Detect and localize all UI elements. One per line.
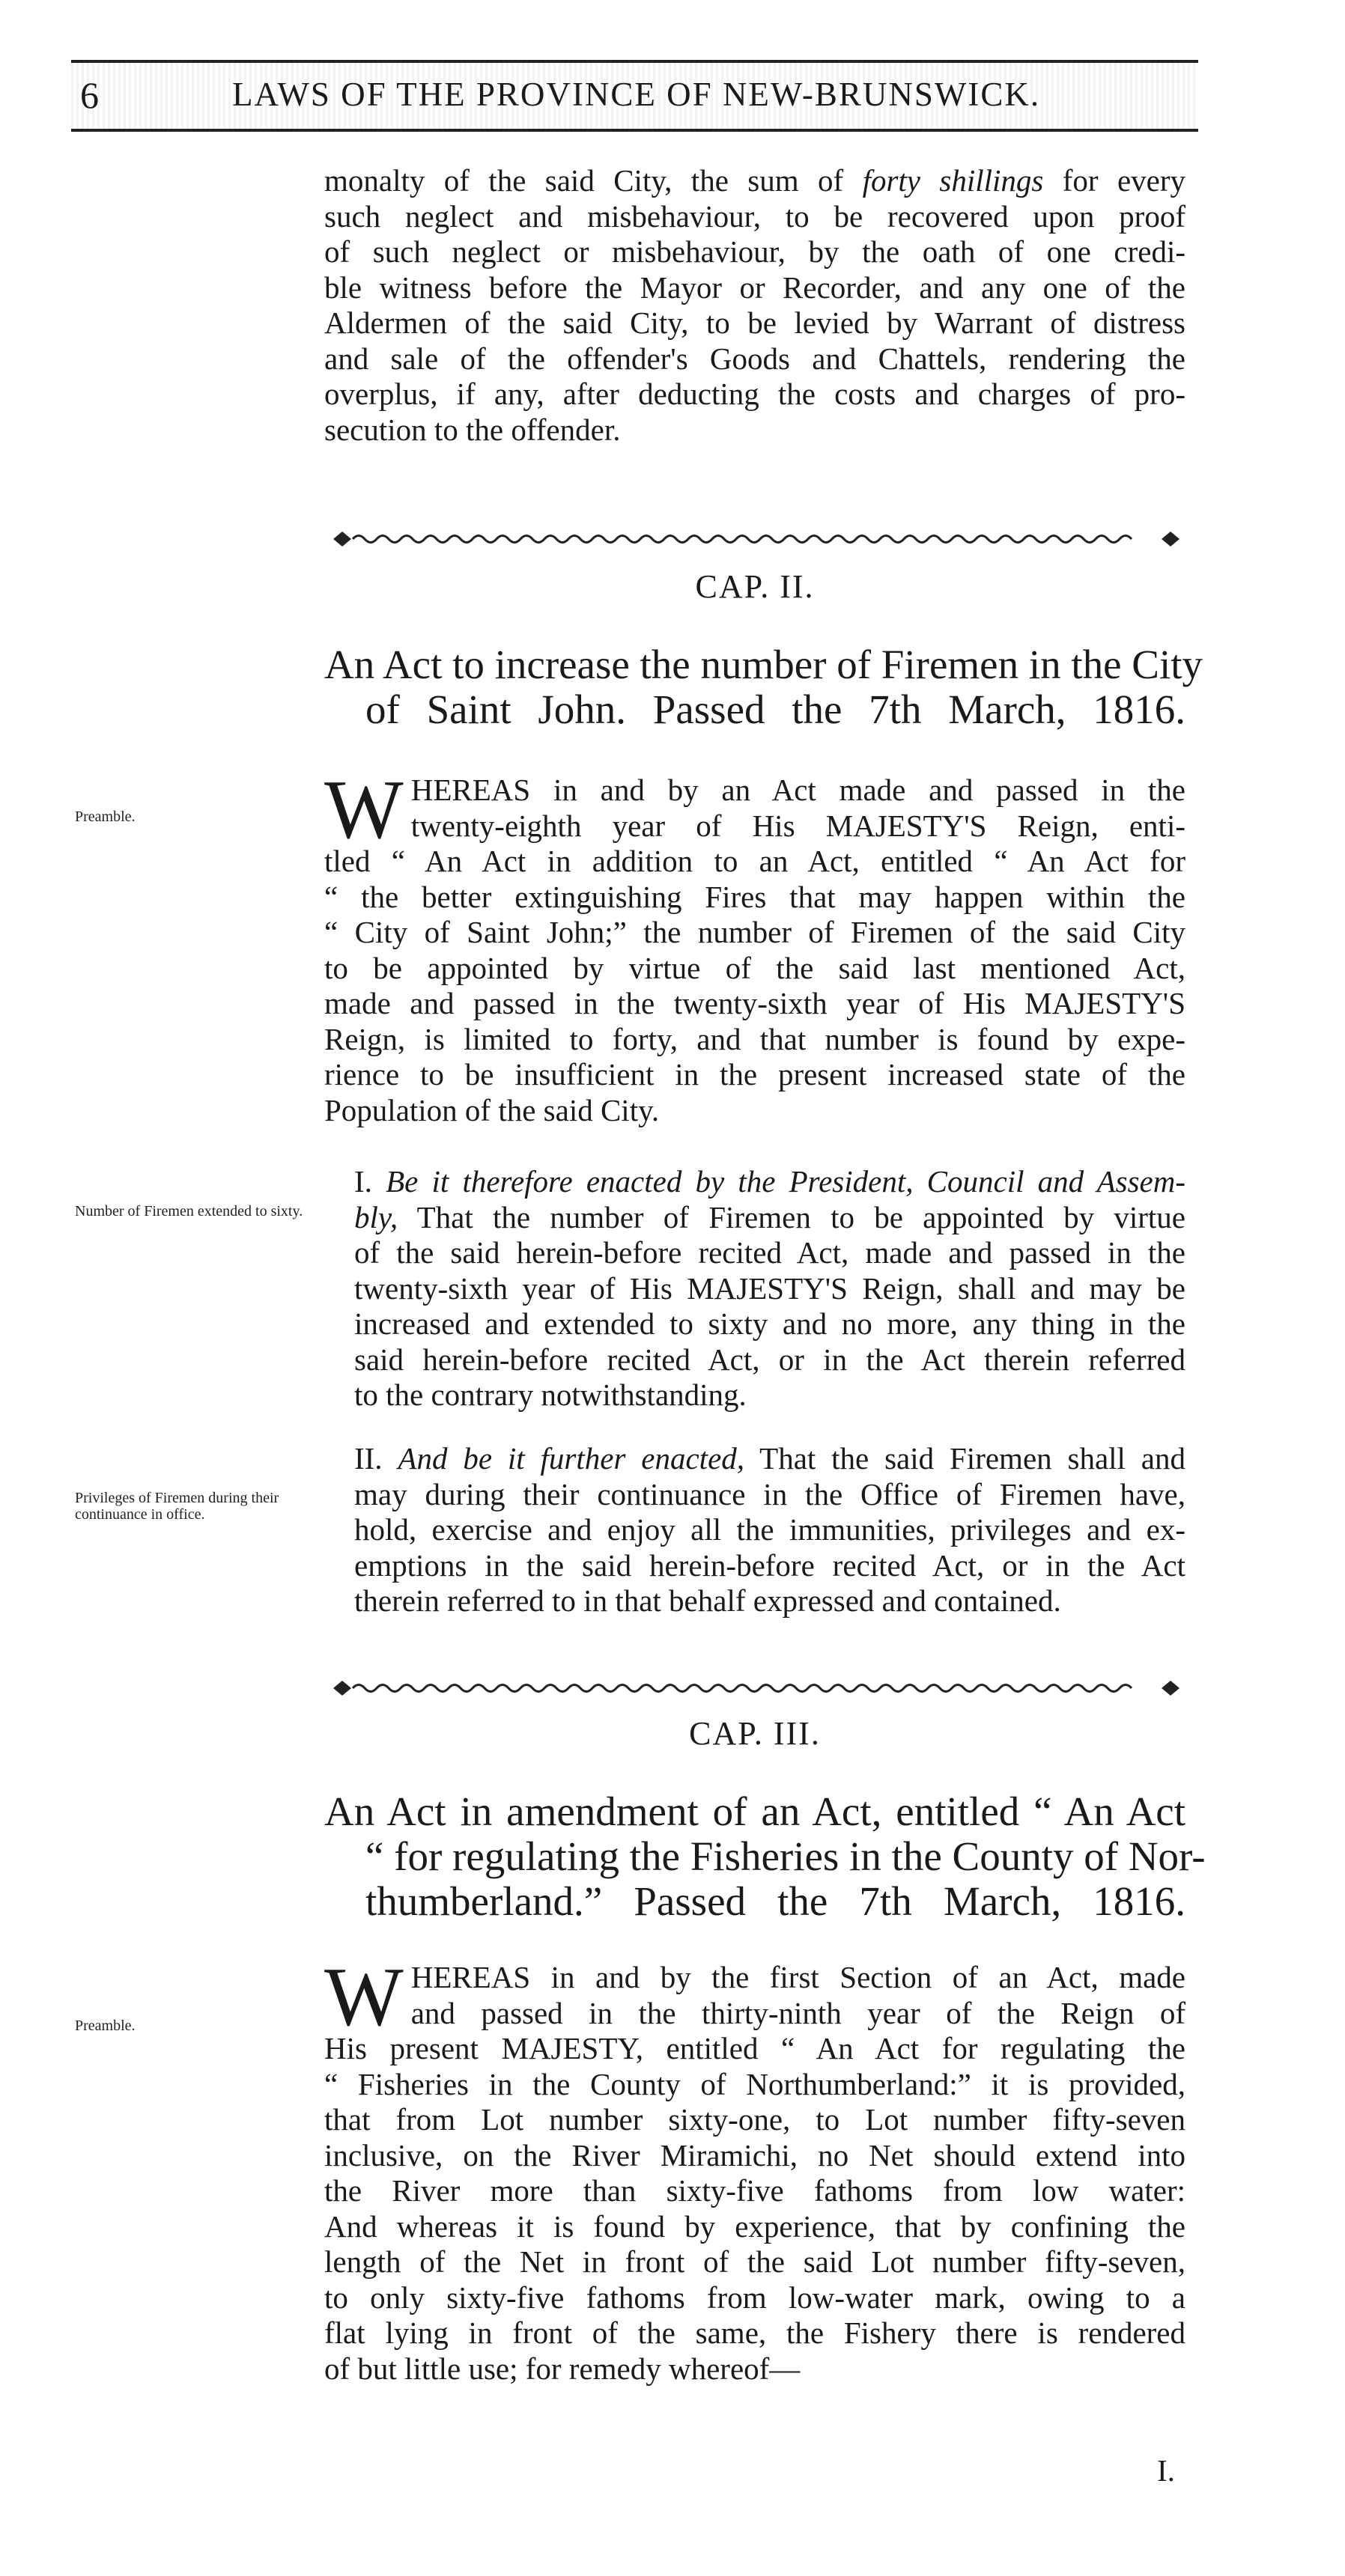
cap-3-preamble-text	[324, 1951, 1185, 2387]
text-line: bly, That the number of Firemen to be appointed by virtue	[354, 1199, 1185, 1234]
text-line: and passed in the thirty-ninth year of the Reign of	[410, 1995, 1185, 2030]
text-line: secution to the offender.	[324, 412, 621, 447]
text-line: of but little use; for remedy whereof—	[324, 2351, 801, 2386]
text-line: II. And be it further enacted, That the said Firemen shall and	[354, 1441, 1185, 1476]
cap-2-section-1-text	[324, 1164, 1185, 1413]
text-line: rience to be insufficient in the present increased state of the	[324, 1057, 1185, 1091]
text-line: twenty-eighth year of His MAJESTY'S Reign, enti-	[410, 808, 1185, 843]
cap-2-title	[324, 642, 1203, 732]
cap-2-section-2	[324, 1441, 1185, 1619]
cap-3-heading: CAP. III.	[689, 1715, 821, 1752]
text-line: to be appointed by virtue of the said last mentioned Act,	[324, 950, 1185, 985]
text-line: said herein-before recited Act, or in the Act therein referred	[354, 1342, 1185, 1377]
cap-2-section-2-text	[324, 1441, 1185, 1619]
carryover-text	[324, 163, 1185, 448]
text-line: to only sixty-five fathoms from low-water mark, owing to a	[324, 2280, 1185, 2315]
text-line: “ City of Saint John;” the number of Firemen of the said City	[324, 915, 1185, 949]
title-line: of Saint John. Passed the 7th March, 1816.	[365, 686, 1185, 732]
cap-2-heading: CAP. II.	[695, 568, 815, 605]
text-line: HEREAS in and by the first Section of an Act, made	[410, 1960, 1185, 1994]
text-line: “ Fisheries in the County of Northumberland:” it is provided,	[324, 2066, 1185, 2101]
text-line: overplus, if any, after deducting the costs and charges of pro-	[324, 377, 1185, 411]
drop-cap: W	[324, 1951, 404, 2044]
text-line: twenty-sixth year of His MAJESTY'S Reign, shall and may be	[354, 1270, 1185, 1306]
cap-2-section-1-note: Number of Firemen extended to sixty.	[75, 1203, 303, 1220]
text-line: “ the better extinguishing Fires that may happen within the	[324, 879, 1185, 914]
cap-2-section-1	[324, 1164, 1185, 1413]
text-line: emptions in the said herein-before recited Act, or in the Act	[354, 1547, 1185, 1583]
text-line: of such neglect or misbehaviour, by the oath of one credi-	[324, 234, 1185, 269]
cap-3-title	[324, 1788, 1206, 1924]
ornamental-rule-2	[326, 1673, 1187, 1703]
title-line: “ for regulating the Fisheries in the County of Nor-	[365, 1833, 1206, 1879]
text-line: hold, exercise and enjoy all the immunities, privileges and ex-	[354, 1512, 1185, 1547]
text-line: to the contrary notwithstanding.	[354, 1377, 747, 1412]
text-line: of the said herein-before recited Act, made and passed in the	[354, 1235, 1185, 1270]
text-line: I. Be it therefore enacted by the President, Council and Assem-	[354, 1164, 1185, 1199]
title-line: An Act to increase the number of Firemen in the City	[324, 642, 1203, 687]
text-line: HEREAS in and by an Act made and passed in the	[410, 773, 1185, 807]
cap-2-section-2-note: Privileges of Firemen during their continuance in office.	[75, 1490, 279, 1523]
cap-3-preamble	[324, 1951, 1185, 2387]
cap-3-preamble-note: Preamble.	[75, 2018, 136, 2034]
drop-cap: W	[324, 764, 404, 856]
text-line: Reign, is limited to forty, and that number is found by expe-	[324, 1021, 1185, 1056]
text-line: inclusive, on the River Miramichi, no Net should extend into	[324, 2137, 1185, 2172]
text-line: may during their continuance in the Office of Firemen have,	[354, 1476, 1185, 1511]
text-line: ble witness before the Mayor or Recorder, and any one of the	[324, 270, 1185, 305]
text-line: And whereas it is found by experience, that by confining the	[324, 2208, 1185, 2244]
cap-2-preamble-note: Preamble.	[75, 809, 136, 825]
text-line: His present MAJESTY, entitled “ An Act for regulating the	[324, 2031, 1185, 2065]
cap-2-preamble-text	[324, 764, 1185, 1128]
text-line: such neglect and misbehaviour, to be recovered upon proof	[324, 198, 1185, 234]
text-line: length of the Net in front of the said Lot number fifty-seven,	[324, 2244, 1185, 2279]
text-line: that from Lot number sixty-one, to Lot number fifty-seven	[324, 2102, 1185, 2137]
text-line: flat lying in front of the same, the Fishery there is rendered	[324, 2315, 1185, 2350]
text-line: monalty of the said City, the sum of forty shillings for every	[324, 163, 1186, 198]
page-number: 6	[80, 74, 100, 116]
title-line: thumberland.” Passed the 7th March, 1816.	[365, 1878, 1185, 1924]
ornamental-rule-1	[326, 524, 1187, 554]
cap-2-preamble	[324, 764, 1185, 1128]
text-line: therein referred to in that behalf expressed and contained.	[354, 1583, 1061, 1618]
text-line: Population of the said City.	[324, 1092, 660, 1127]
running-title: LAWS OF THE PROVINCE OF NEW-BRUNSWICK.	[232, 76, 1041, 113]
text-line: made and passed in the twenty-sixth year of His MAJESTY'S	[324, 986, 1185, 1020]
text-line: tled “ An Act in addition to an Act, entitled “ An Act for	[324, 844, 1185, 878]
running-header	[71, 60, 1198, 132]
text-line: increased and extended to sixty and no more, any thing in the	[354, 1306, 1185, 1341]
catchword: I.	[1157, 2453, 1175, 2488]
text-line: Aldermen of the said City, to be levied by Warrant of distress	[324, 305, 1185, 340]
text-line: and sale of the offender's Goods and Chattels, rendering the	[324, 341, 1185, 376]
carryover-paragraph	[324, 163, 1185, 448]
text-line: the River more than sixty-five fathoms from low water:	[324, 2173, 1185, 2208]
title-line: An Act in amendment of an Act, entitled “ An Act	[324, 1788, 1185, 1834]
